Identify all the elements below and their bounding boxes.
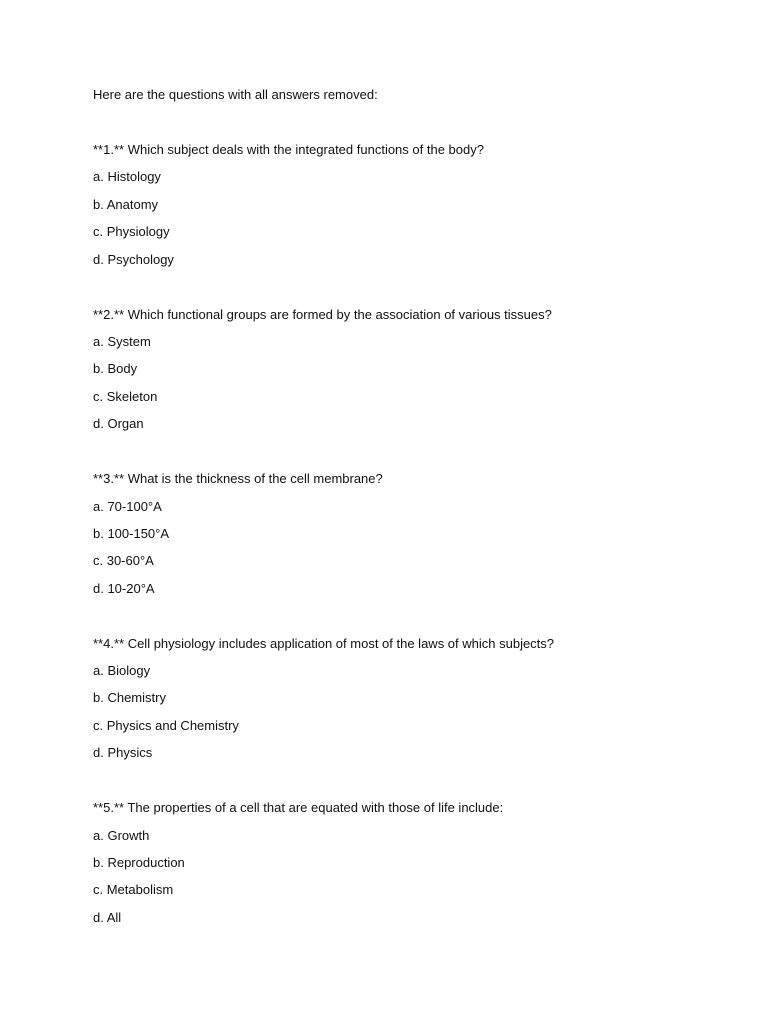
question-text: **1.** Which subject deals with the integrated functions of the body? — [93, 142, 484, 157]
option-a: a. Biology — [93, 663, 151, 679]
question-text: **4.** Cell physiology includes application of most of the laws of which subjects? — [93, 635, 555, 651]
document-body — [93, 86, 713, 964]
option-d: d. All — [93, 909, 122, 925]
option-b: b. Chemistry — [93, 690, 166, 706]
option-a: a. System — [93, 333, 151, 349]
option-a: a. Histology — [93, 169, 161, 185]
option-c: c. Physics and Chemistry — [93, 717, 239, 733]
option-d: d. Organ — [93, 416, 144, 432]
question-block-1 — [93, 141, 713, 269]
option-d: d. 10-20°A — [93, 580, 155, 596]
question-text: **3.** What is the thickness of the cell membrane? — [93, 471, 383, 487]
option-c: c. Metabolism — [93, 882, 174, 898]
option-b: b. Body — [93, 361, 138, 377]
question-text: **2.** Which functional groups are formed by the association of various tissues? — [93, 306, 552, 322]
option-d: d. Physics — [93, 745, 153, 761]
option-c: c. Physiology — [93, 224, 170, 240]
option-a: a. Growth — [93, 827, 150, 843]
option-c: c. 30-60°A — [93, 553, 154, 569]
intro-text: Here are the questions with all answers removed: — [93, 87, 378, 102]
option-b: b. 100-150°A — [93, 525, 170, 541]
question-text: **5.** The properties of a cell that are equated with those of life include: — [93, 800, 504, 816]
question-block-4 — [93, 635, 713, 763]
option-b: b. Reproduction — [93, 855, 185, 871]
question-block-2 — [93, 306, 713, 434]
option-a: a. 70-100°A — [93, 498, 162, 514]
question-block-3 — [93, 470, 713, 598]
option-b: b. Anatomy — [93, 196, 159, 212]
question-block-5 — [93, 799, 713, 927]
option-d: d. Psychology — [93, 251, 174, 267]
option-c: c. Skeleton — [93, 388, 158, 404]
